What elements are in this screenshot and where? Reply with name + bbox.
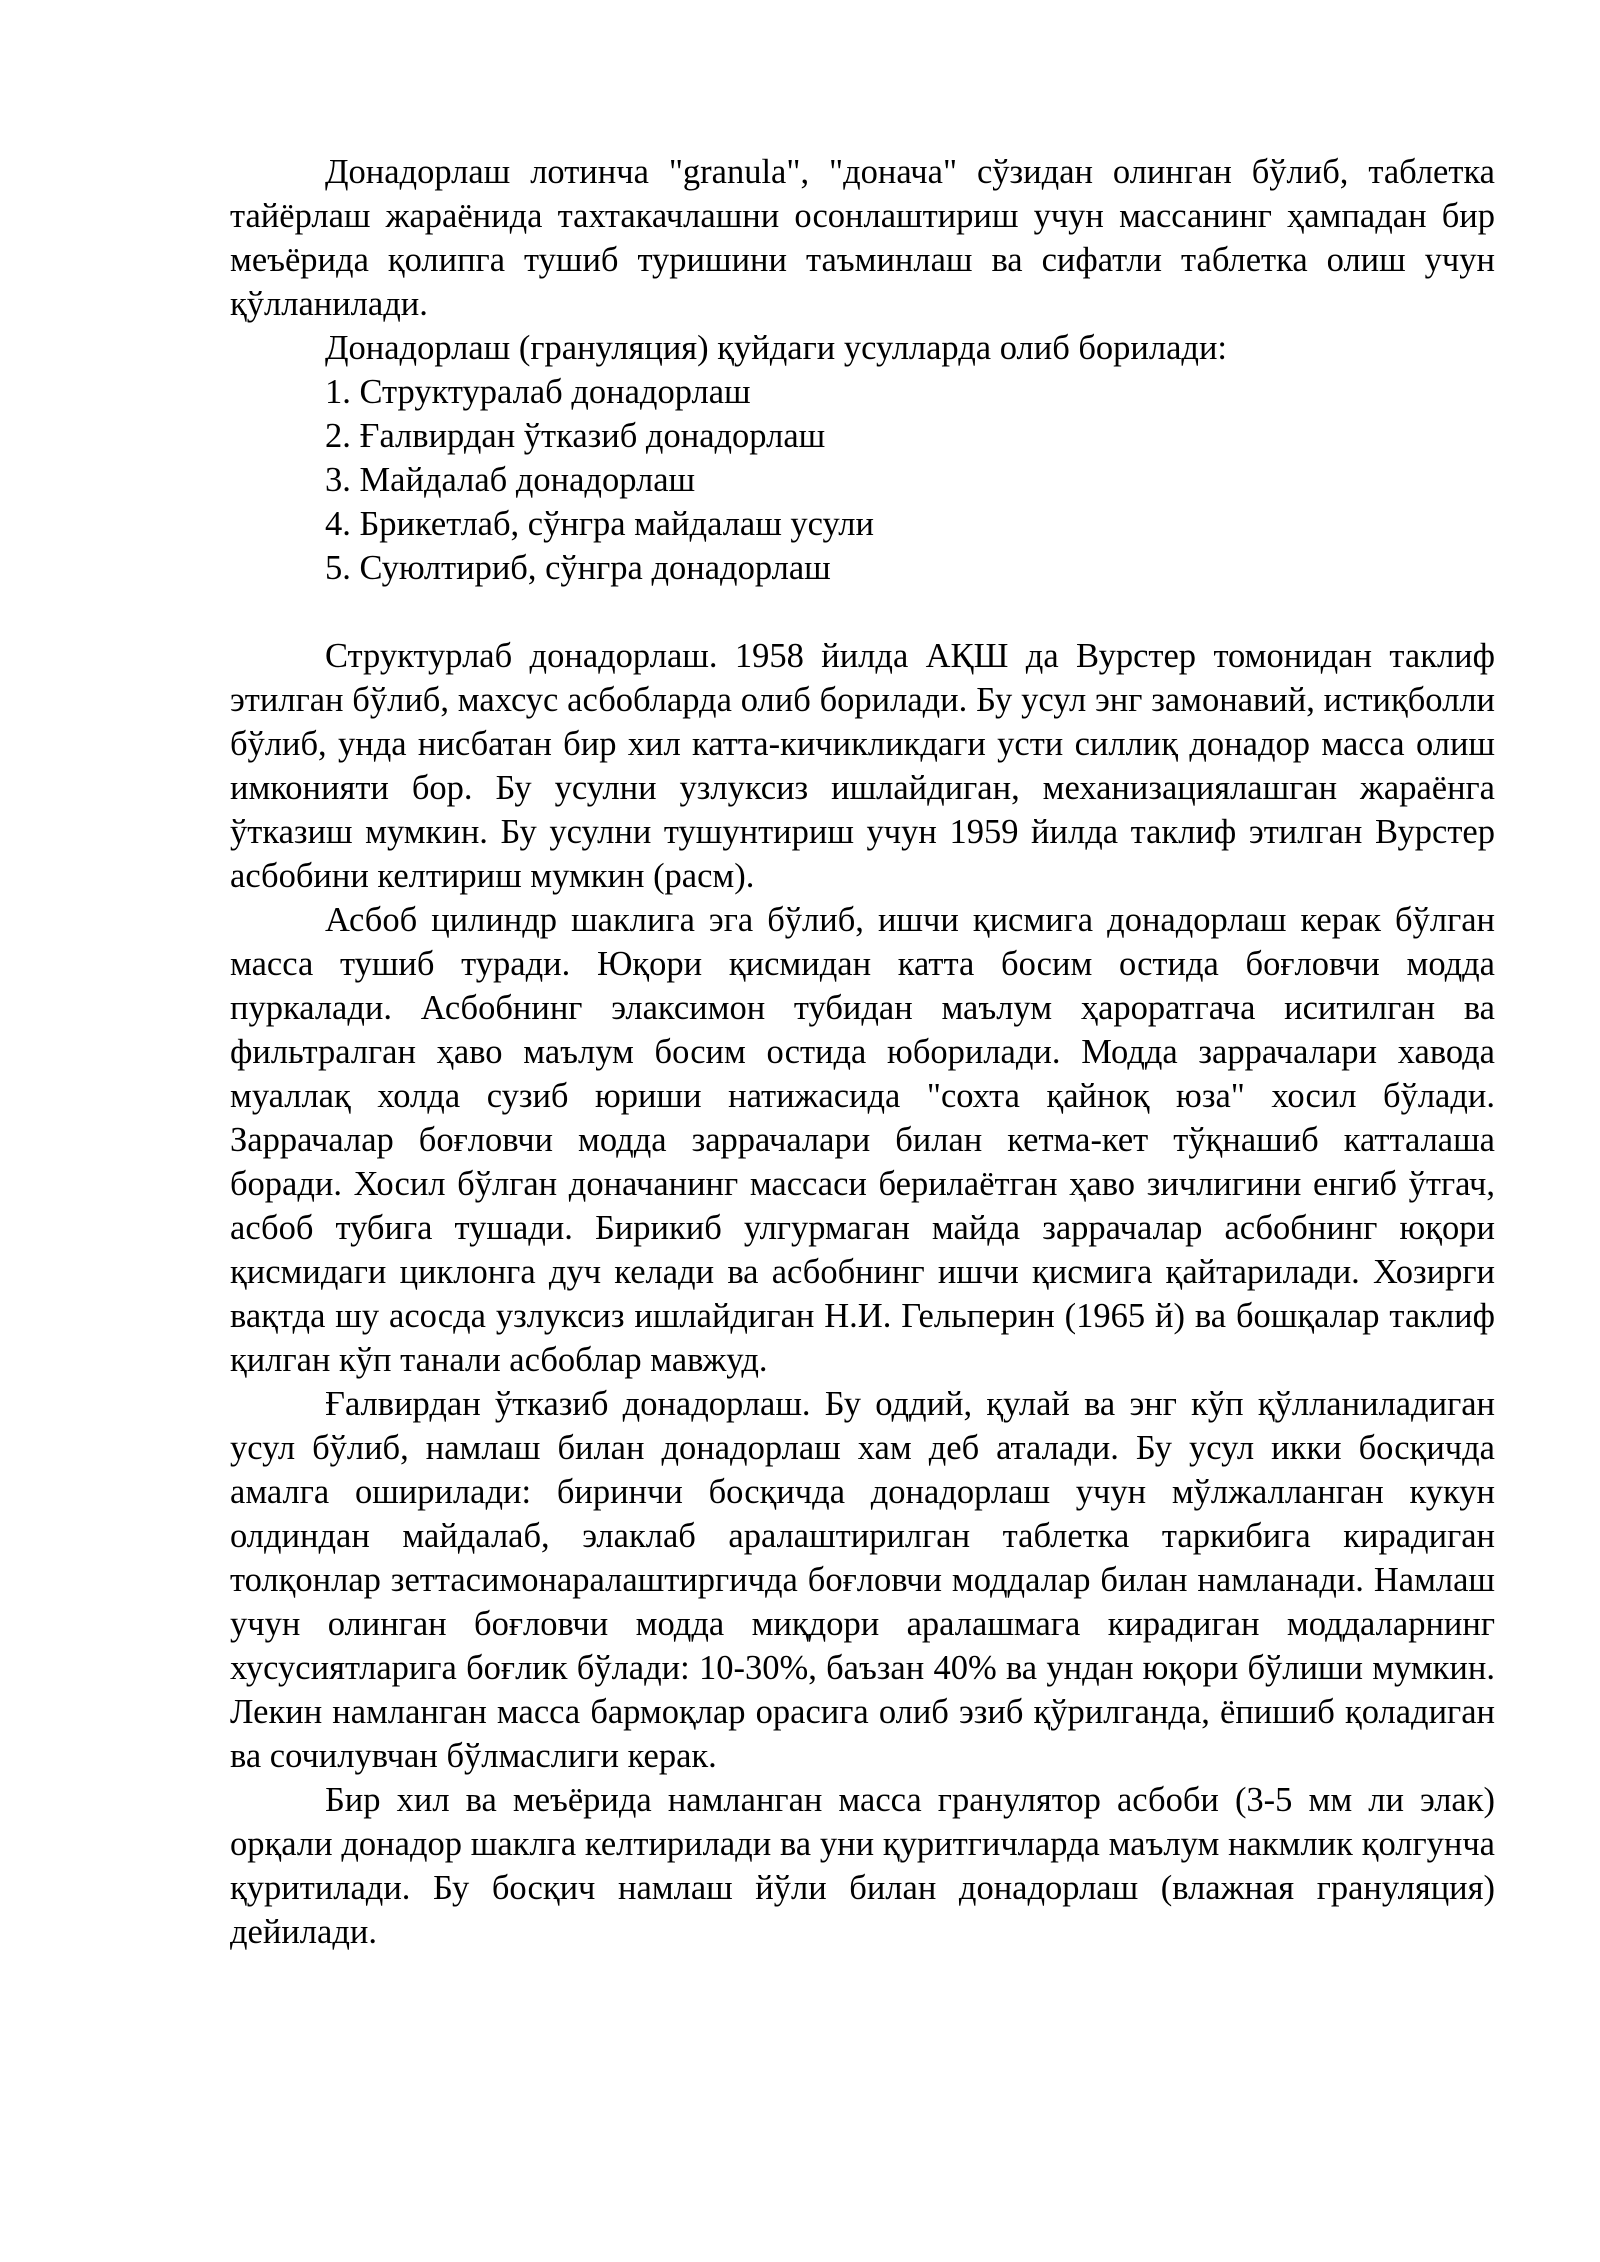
document-page [230, 150, 1495, 1954]
list-item: 3. Майдалаб донадорлаш [325, 461, 696, 499]
list-item: 2. Ғалвирдан ўтказиб донадорлаш [325, 417, 826, 455]
list-item: 1. Структуралаб донадорлаш [325, 373, 751, 411]
intro-paragraph: Донадорлаш лотинча "granula", "донача" сўзидан олинган бўлиб, таблетка тайёрлаш жараёнида тахтакачлашни осонлаштириш учун массанинг ҳампадан бир меъёрида қолипга тушиб туришини таъминлаш ва сифатли таблетка олиш учун қўлланилади. [230, 153, 1495, 323]
sieve-granulation-paragraph: Ғалвирдан ўтказиб донадорлаш. Бу оддий, қулай ва энг кўп қўлланиладиган усул бўлиб, намлаш билан донадорлаш хам деб аталади. Бу усул икки босқичда амалга оширилади: биринчи босқичда донадорлаш учун мўлжалланган кукун олдиндан майдалаб, элаклаб аралаштирилган таблетка таркибига кирадиган толқонлар зеттасимонаралаштиргичда боғловчи моддалар билан намланади. Намлаш учун олинган боғловчи модда миқдори аралашмага кирадиган моддаларнинг хусусиятларига боғлик бўлади: 10-30%, баъзан 40% ва ундан юқори бўлиши мумкин. Лекин намланган масса бармоқлар орасига олиб эзиб қўрилганда, ёпишиб қоладиган ва сочилувчан бўлмаслиги керак. [230, 1385, 1495, 1775]
list-item: 5. Суюлтириб, сўнгра донадорлаш [325, 549, 831, 587]
list-item: 4. Брикетлаб, сўнгра майдалаш усули [325, 505, 874, 543]
structural-granulation-paragraph: Структурлаб донадорлаш. 1958 йилда АҚШ да Вурстер томонидан таклиф этилган бўлиб, махсус асбобларда олиб борилади. Бу усул энг замонавий, истиқболли бўлиб, унда нисбатан бир хил катта-кичикликдаги усти силлиқ донадор масса олиш имконияти бор. Бу усулни узлуксиз ишлайдиган, механизациялашган жараёнга ўтказиш мумкин. Бу усулни тушунтириш учун 1959 йилда таклиф этилган Вурстер асбобини келтириш мумкин (расм). [230, 637, 1495, 895]
methods-list [230, 370, 1495, 590]
apparatus-paragraph: Асбоб цилиндр шаклига эга бўлиб, ишчи қисмига донадорлаш керак бўлган масса тушиб туради. Юқори қисмидан катта босим остида боғловчи модда пуркалади. Асбобнинг элаксимон тубидан маълум ҳароратгача иситилган ва фильтралган ҳаво маълум босим остида юборилади. Модда заррачалари хавода муаллақ холда сузиб юриши натижасида "сохта қайноқ юза" хосил бўлади. Заррачалар боғловчи модда заррачалари билан кетма-кет тўқнашиб катталаша боради. Хосил бўлган доначанинг массаси берилаётган ҳаво зичлигини енгиб ўтгач, асбоб тубига тушади. Бирикиб улгурмаган майда заррачалар асбобнинг юқори қисмидаги циклонга дуч келади ва асбобнинг ишчи қисмига қайтарилади. Хозирги вақтда шу асосда узлуксиз ишлайдиган Н.И. Гельперин (1965 й) ва бошқалар таклиф қилган кўп танали асбоблар мавжуд. [230, 901, 1495, 1379]
granulator-paragraph: Бир хил ва меъёрида намланган масса гранулятор асбоби (3-5 мм ли элак) орқали донадор шаклга келтирилади ва уни қуритгичларда маълум накмлик қолгунча қуритилади. Бу босқич намлаш йўли билан донадорлаш (влажная грануляция) дейилади. [230, 1781, 1495, 1951]
methods-intro-paragraph: Донадорлаш (грануляция) қуйдаги усулларда олиб борилади: [325, 329, 1228, 367]
paragraph-spacer [230, 590, 1495, 634]
